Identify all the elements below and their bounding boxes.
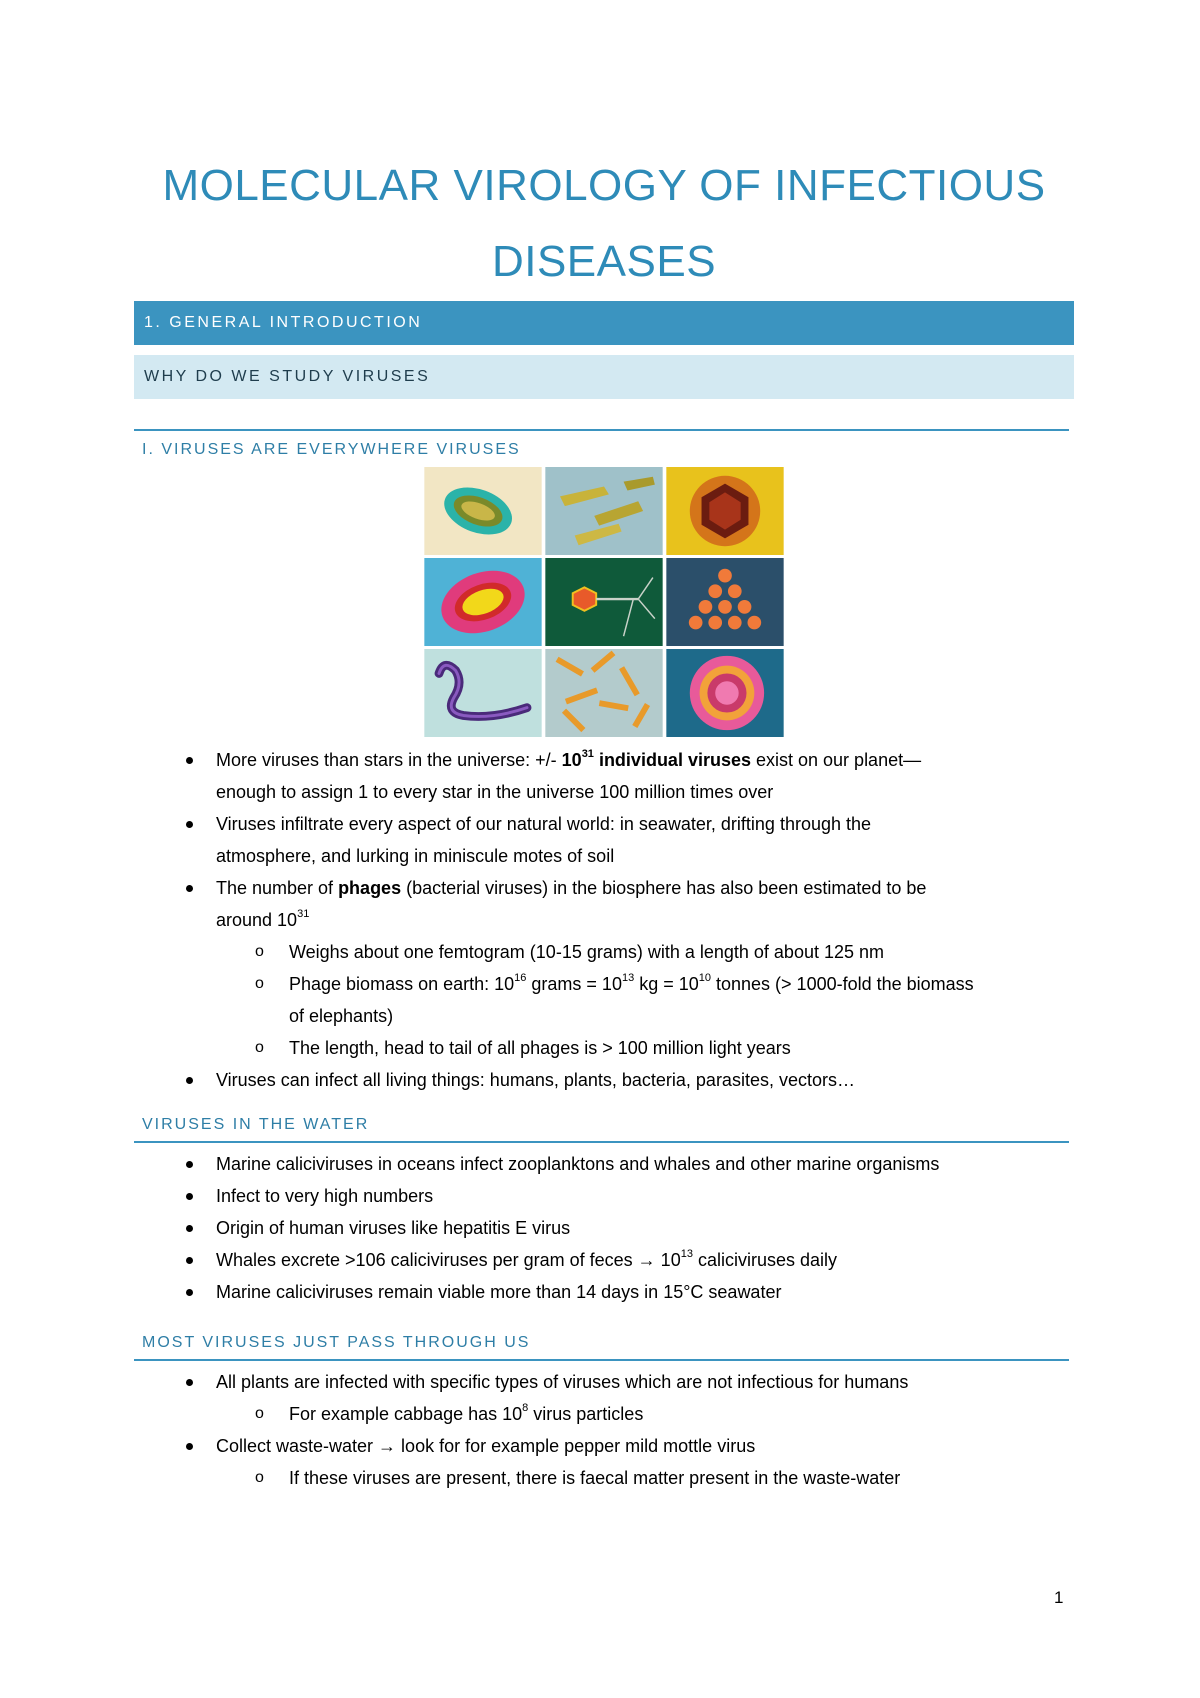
list-item: All plants are infected with specific types of viruses which are not infectious for humans bbox=[216, 1366, 1076, 1398]
list-item: Marine caliciviruses remain viable more than 14 days in 15°C seawater bbox=[216, 1276, 1076, 1308]
section-rule bbox=[134, 1141, 1069, 1143]
title-line-1: MOLECULAR VIROLOGY OF INFECTIOUS bbox=[162, 161, 1046, 210]
list-item: Viruses can infect all living things: humans, plants, bacteria, parasites, vectors… bbox=[216, 1064, 1076, 1096]
list-item: The number of phages (bacterial viruses) in the biosphere has also been estimated to be around $10^{31}$ bbox=[216, 872, 1076, 936]
heading-viruses-everywhere: I. VIRUSES ARE EVERYWHERE VIRUSES bbox=[142, 441, 521, 458]
list-subitem: o The length, head to tail of all phages is > 100 million light years bbox=[289, 1032, 1079, 1064]
list-subitem: o Phage biomass on earth: $10^{16}$ grams = $10^{13}$ kg = $10^{10}$ tonnes (> 1000-fold the biomass of elephants) bbox=[289, 968, 1079, 1032]
virus-image-7 bbox=[424, 649, 542, 737]
list-subitem: o Weighs about one femtogram (10-15 grams) with a length of about 125 nm bbox=[289, 936, 1079, 968]
list-item: Viruses infiltrate every aspect of our natural world: in seawater, drifting through the atmosphere, and lurking in miniscule motes of soil bbox=[216, 808, 1076, 872]
section-rule bbox=[134, 1359, 1069, 1361]
virus-image-4 bbox=[424, 558, 542, 646]
list-item: Infect to very high numbers bbox=[216, 1180, 1076, 1212]
virus-image-1 bbox=[424, 467, 542, 555]
list-subitem: o For example cabbage has $10^8$ virus particles bbox=[289, 1398, 1079, 1430]
heading-why-study-viruses: WHY DO WE STUDY VIRUSES bbox=[134, 355, 1074, 399]
section-rule bbox=[134, 429, 1069, 431]
heading-viruses-pass-through: MOST VIRUSES JUST PASS THROUGH US bbox=[142, 1334, 531, 1351]
virus-micrograph-grid bbox=[424, 467, 784, 737]
list-subitem: o If these viruses are present, there is faecal matter present in the waste-water bbox=[289, 1462, 1079, 1494]
list-item: More viruses than stars in the universe: +/- $10^{31}$ individual viruses exist on our planet— enough to assign 1 to every star in the universe 100 million times over bbox=[216, 744, 1076, 808]
list-item: Collect waste-water → look for for example pepper mild mottle virus bbox=[216, 1430, 1076, 1462]
title-line-2: DISEASES bbox=[491, 237, 717, 286]
list-item: Whales excrete >106 caliciviruses per gram of feces → $10^{13}$ caliciviruses daily bbox=[216, 1244, 1076, 1276]
page-number: 1 bbox=[1054, 1588, 1064, 1607]
list-item: Marine caliciviruses in oceans infect zooplanktons and whales and other marine organisms bbox=[216, 1148, 1076, 1180]
virus-image-6 bbox=[666, 558, 784, 646]
list-item: Origin of human viruses like hepatitis E virus bbox=[216, 1212, 1076, 1244]
virus-image-5 bbox=[545, 558, 663, 646]
virus-image-2 bbox=[545, 467, 663, 555]
virus-image-3 bbox=[666, 467, 784, 555]
virus-image-9 bbox=[666, 649, 784, 737]
virus-image-8 bbox=[545, 649, 663, 737]
document-title bbox=[134, 148, 1074, 300]
heading-viruses-in-water: VIRUSES IN THE WATER bbox=[142, 1116, 370, 1133]
heading-general-introduction: 1. GENERAL INTRODUCTION bbox=[134, 301, 1074, 345]
